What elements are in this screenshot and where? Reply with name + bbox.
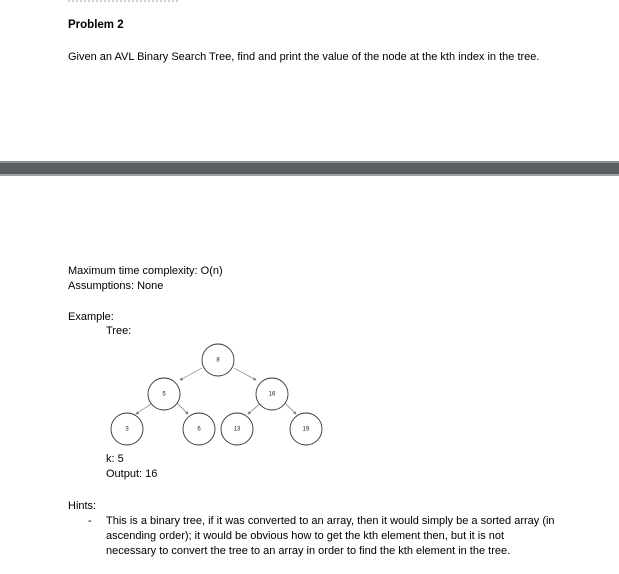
edge-5-6 <box>176 402 188 414</box>
tree-node-3 <box>111 413 143 445</box>
tree-node-16 <box>256 378 288 410</box>
constraints-block <box>68 264 223 294</box>
tree-diagram <box>100 340 330 450</box>
tree-node-6 <box>183 413 215 445</box>
time-complexity-text: Maximum time complexity: O(n) <box>68 265 223 277</box>
tree-node-label: 13 <box>233 426 241 433</box>
example-io <box>106 452 157 482</box>
output-text: Output: 16 <box>106 468 158 480</box>
tree-node-label: 19 <box>302 426 310 433</box>
edge-16-19 <box>284 402 296 414</box>
tree-label: Tree: <box>106 325 132 337</box>
tree-node-5 <box>148 378 180 410</box>
assumptions-text: Assumptions: None <box>68 280 164 292</box>
problem-title: Problem 2 <box>68 19 124 31</box>
tree-node-19 <box>290 413 322 445</box>
tree-node-label: 8 <box>216 357 220 364</box>
tree-node-label: 16 <box>268 391 276 398</box>
tree-node-8 <box>202 344 234 376</box>
tree-node-label: 3 <box>125 426 129 433</box>
edge-8-16 <box>234 368 256 380</box>
edge-8-5 <box>180 368 202 380</box>
page-divider <box>0 163 619 174</box>
problem-description: Given an AVL Binary Search Tree, find and print the value of the node at the kth index in the tree. <box>68 51 540 63</box>
example-label: Example: <box>68 311 114 323</box>
tree-node-label: 5 <box>162 391 166 398</box>
hints-label: Hints: <box>68 500 97 512</box>
k-value-text: k: 5 <box>106 453 124 465</box>
hint-item: This is a binary tree, if it was converted to an array, then it would simply be a sorted array (in ascending order); it would be obvious how to get the kth element then, but it is not necessary to convert the tree to an array in order to find the kth element in the tree. <box>106 515 555 557</box>
page-divider-bottom-edge <box>0 174 619 176</box>
hint-bullet: - <box>88 515 92 527</box>
tree-node-label: 6 <box>197 426 201 433</box>
top-edge-dots <box>68 0 178 5</box>
tree-node-13 <box>221 413 253 445</box>
